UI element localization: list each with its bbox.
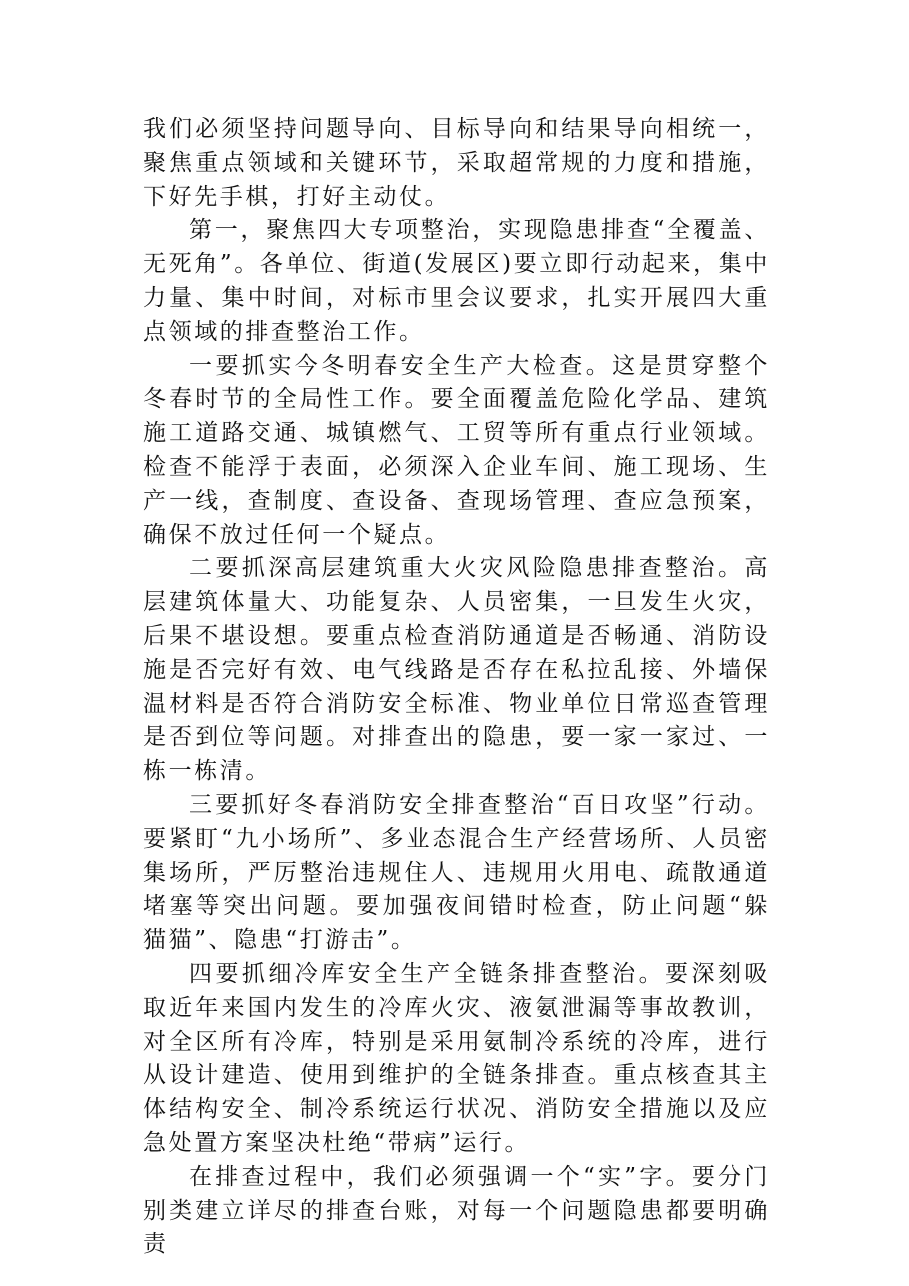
paragraph-7: 在排查过程中，我们必须强调一个“实”字。要分门别类建立详尽的排查台账，对每一个问题隐患都要明确责 [143,1163,770,1258]
document-body [143,113,770,1262]
paragraph-2: 第一，聚焦四大专项整治，实现隐患排查“全覆盖、无死角”。各单位、街道(发展区)要立即行动起来，集中力量、集中时间，对标市里会议要求，扎实开展四大重点领域的排查整治工作。 [143,217,770,345]
paragraph-6: 四要抓细冷库安全生产全链条排查整治。要深刻吸取近年来国内发生的冷库火灾、液氨泄漏等事故教训，对全区所有冷库，特别是采用氨制冷系统的冷库，进行从设计建造、使用到维护的全链条排查。重点核查其主体结构安全、制冷系统运行状况、消防安全措施以及应急处置方案坚决杜绝“带病”运行。 [143,960,770,1156]
paragraph-4: 二要抓深高层建筑重大火灾风险隐患排查整治。高层建筑体量大、功能复杂、人员密集，一旦发生火灾，后果不堪设想。要重点检查消防通道是否畅通、消防设施是否完好有效、电气线路是否存在私拉乱接、外墙保温材料是否符合消防安全标准、物业单位日常巡查管理是否到位等问题。对排查出的隐患，要一家一家过、一栋一栋清。 [143,555,770,785]
paragraph-5: 三要抓好冬春消防安全排查整治“百日攻坚”行动。要紧盯“九小场所”、多业态混合生产经营场所、人员密集场所，严厉整治违规住人、违规用火用电、疏散通道堵塞等突出问题。要加强夜间错时检查，防止问题“躲猫猫”、隐患“打游击”。 [143,791,770,954]
paragraph-1: 我们必须坚持问题导向、目标导向和结果导向相统一，聚焦重点领域和关键环节，采取超常规的力度和措施，下好先手棋，打好主动仗。 [143,116,770,210]
paragraph-3: 一要抓实今冬明春安全生产大检查。这是贯穿整个冬春时节的全局性工作。要全面覆盖危险化学品、建筑施工道路交通、城镇燃气、工贸等所有重点行业领域。检查不能浮于表面，必须深入企业车间、施工现场、生产一线，查制度、查设备、查现场管理、查应急预案，确保不放过任何一个疑点。 [143,352,770,548]
